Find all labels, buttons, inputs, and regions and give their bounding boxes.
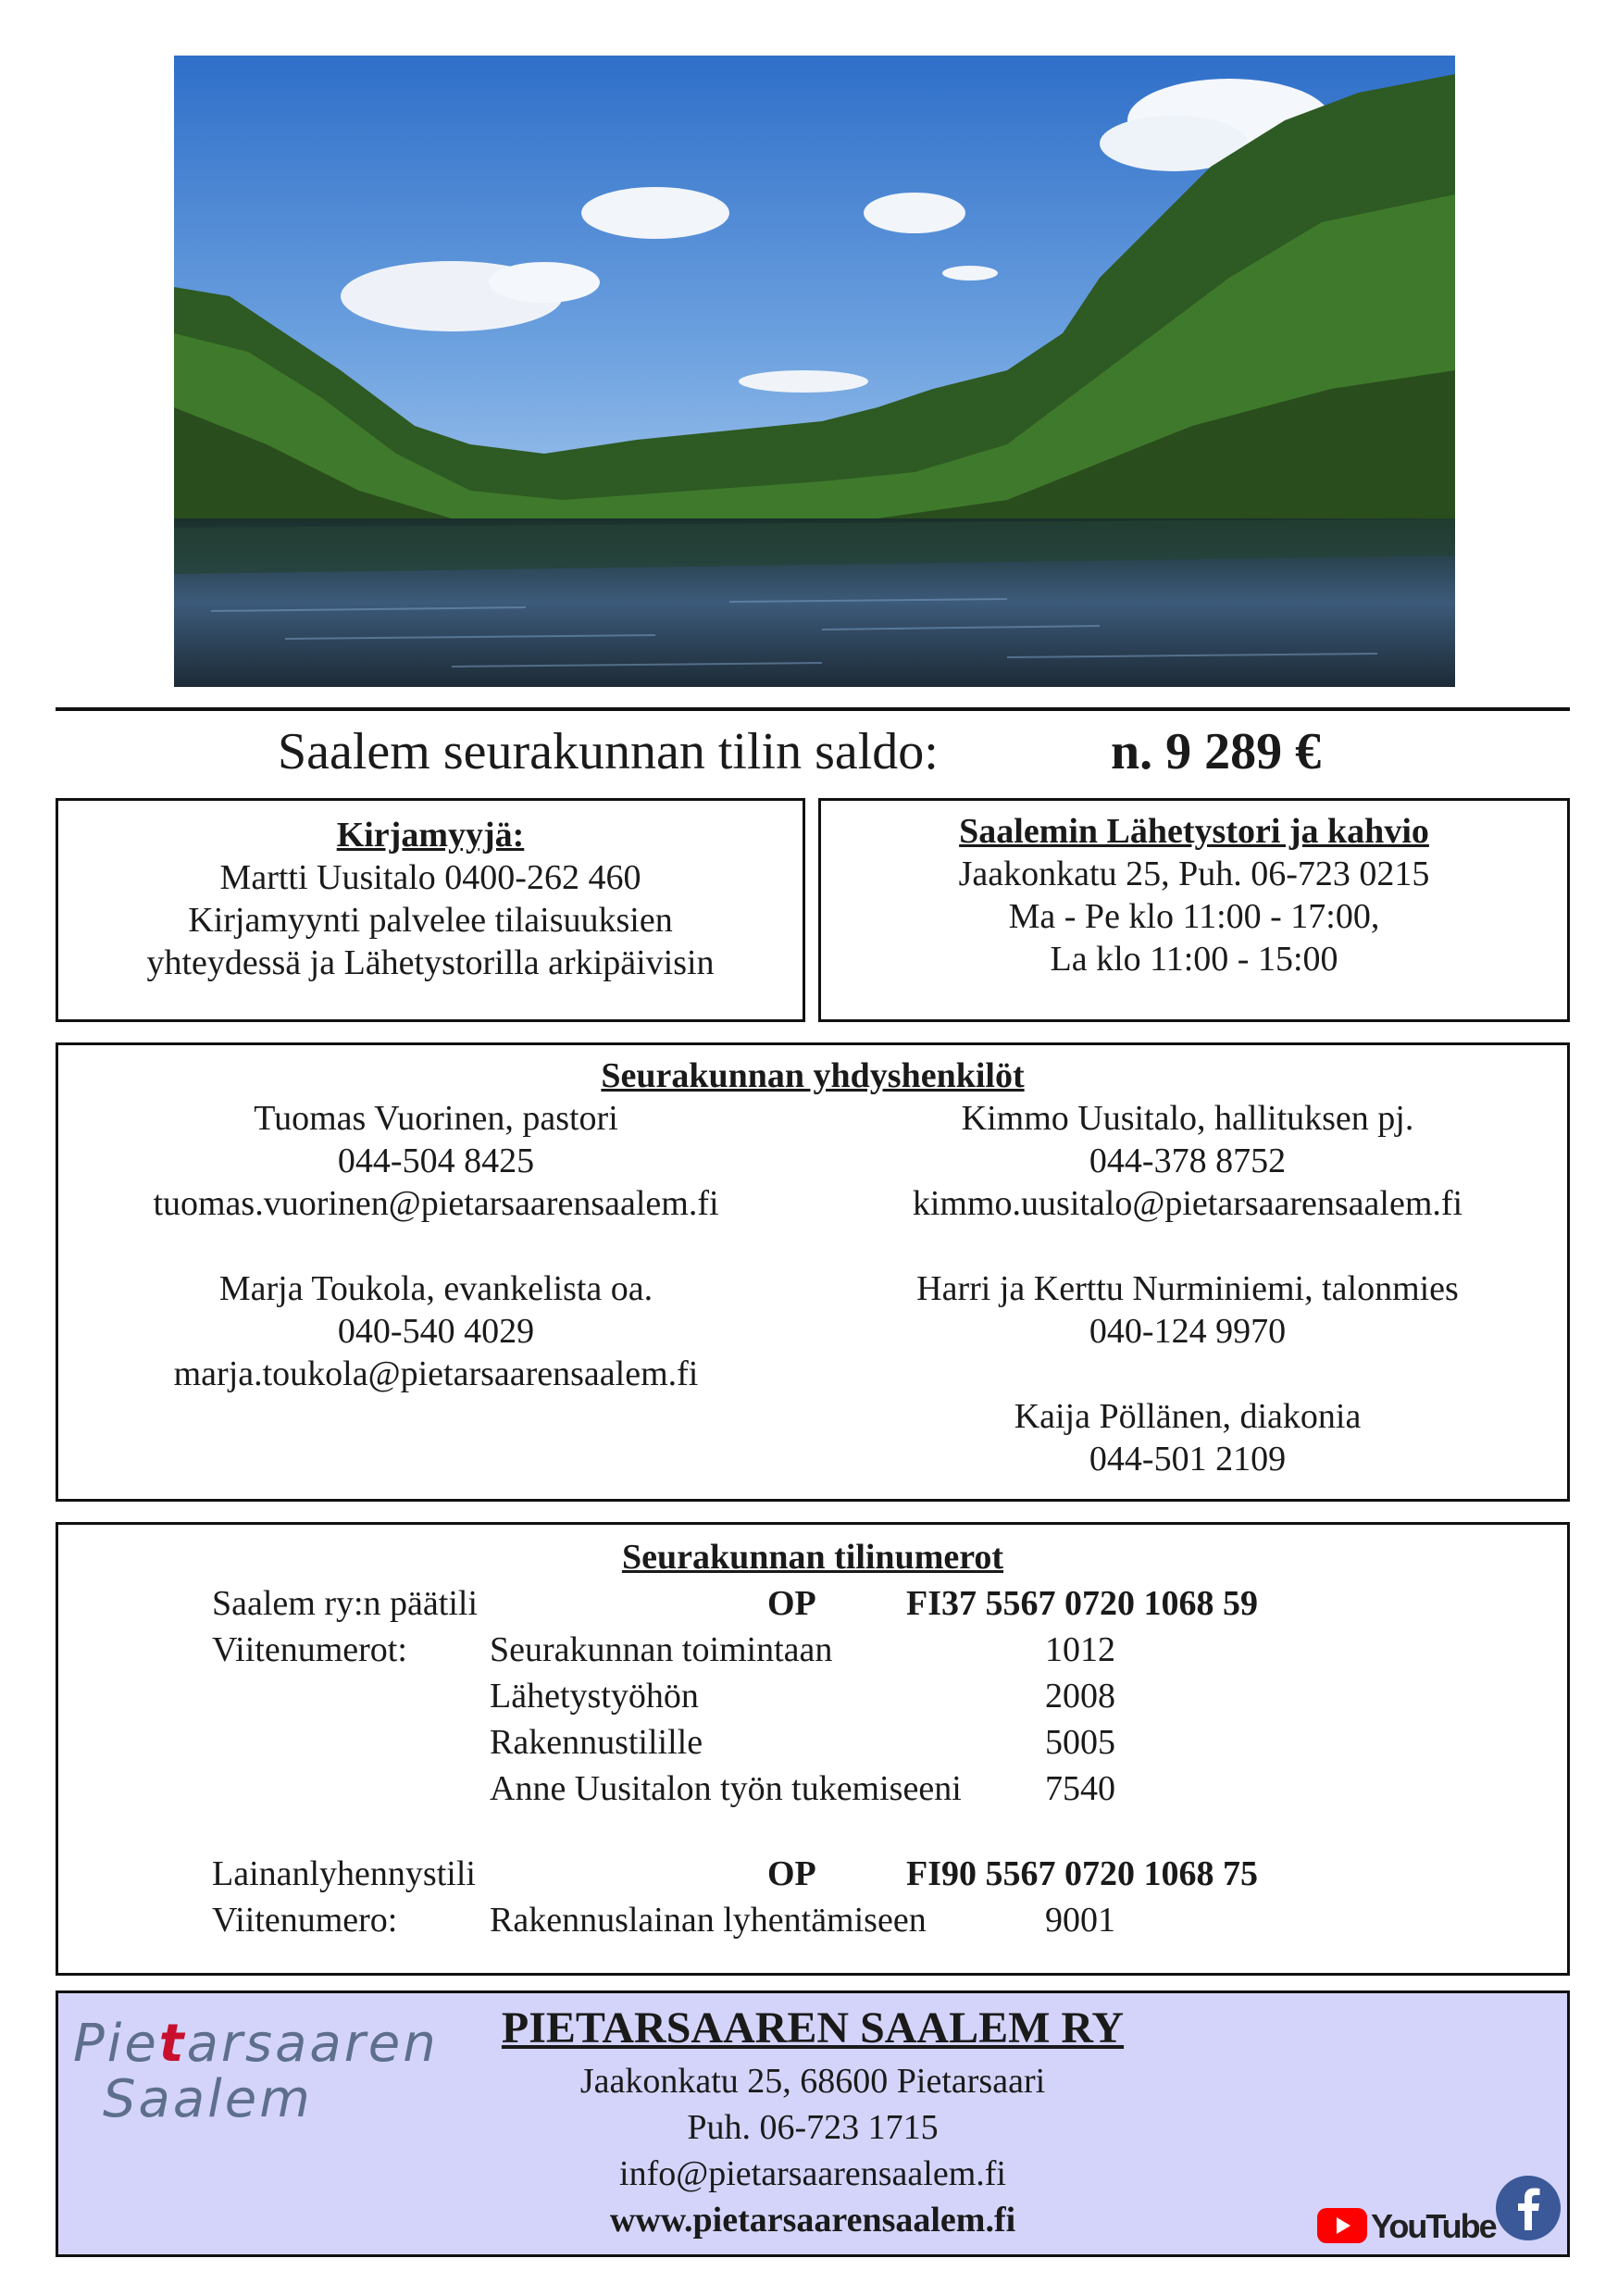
main-account-bank: OP	[767, 1584, 816, 1623]
organization-phone: Puh. 06-723 1715	[687, 2108, 939, 2147]
footer	[56, 1990, 1570, 2257]
reference-purpose: Seurakunnan toimintaan	[490, 1630, 833, 1669]
contacts-left-column	[66, 1097, 806, 1438]
contact-phone: 044-504 8425	[337, 1142, 535, 1180]
reference-number: 5005	[1045, 1723, 1115, 1762]
balance-label: Saalem seurakunnan tilin saldo:	[278, 723, 939, 780]
contact-phone: 044-378 8752	[1089, 1142, 1287, 1180]
contacts-right-column	[817, 1097, 1558, 1523]
loan-reference-purpose: Rakennuslainan lyhentämiseen	[490, 1901, 927, 1940]
contacts-title: Seurakunnan yhdyshenkilöt	[601, 1056, 1025, 1095]
book-sales-box	[56, 798, 805, 1022]
reference-purpose: Rakennustilille	[490, 1723, 703, 1762]
organization-email[interactable]: info@pietarsaarensaalem.fi	[619, 2154, 1006, 2193]
contact-card	[66, 1097, 806, 1225]
lake-landscape-photo	[174, 56, 1455, 687]
contact-name: Kaija Pöllänen, diakonia	[1014, 1397, 1362, 1436]
contact-name: Kimmo Uusitalo, hallituksen pj.	[961, 1099, 1414, 1138]
balance-value: n. 9 289 €	[1111, 723, 1322, 780]
contact-card	[817, 1395, 1558, 1480]
reference-number: 2008	[1045, 1677, 1115, 1716]
mission-shop-line: Ma - Pe klo 11:00 - 17:00,	[1008, 897, 1380, 936]
reference-purpose: Lähetystyöhön	[490, 1677, 699, 1716]
contact-phone: 044-501 2109	[1089, 1440, 1287, 1479]
contacts-box	[56, 1042, 1570, 1502]
contact-card	[66, 1267, 806, 1395]
youtube-icon[interactable]	[1317, 2206, 1496, 2247]
reference-numbers-label: Viitenumerot:	[212, 1630, 407, 1669]
mission-shop-title: Saalemin Lähetystori ja kahvio	[959, 812, 1429, 851]
loan-account-label: Lainanlyhennystili	[212, 1854, 476, 1893]
reference-number: 7540	[1045, 1769, 1115, 1808]
organization-name: PIETARSAAREN SAALEM RY	[501, 2003, 1125, 2053]
contact-email[interactable]: marja.toukola@pietarsaarensaalem.fi	[173, 1354, 699, 1393]
youtube-label: YouTube	[1371, 2207, 1496, 2245]
contact-card	[817, 1097, 1558, 1225]
loan-account-bank: OP	[767, 1854, 816, 1893]
contact-name: Marja Toukola, evankelista oa.	[218, 1269, 653, 1308]
main-account-iban: FI37 5567 0720 1068 59	[906, 1584, 1258, 1623]
accounts-box	[56, 1522, 1570, 1976]
book-sales-title: Kirjamyyjä:	[336, 816, 525, 855]
horizontal-rule	[56, 707, 1570, 711]
book-sales-line: Kirjamyynti palvelee tilaisuuksien	[188, 901, 673, 940]
contact-email[interactable]: tuomas.vuorinen@pietarsaarensaalem.fi	[153, 1184, 719, 1223]
contact-phone: 040-124 9970	[1089, 1312, 1287, 1351]
reference-purpose: Anne Uusitalon työn tukemiseeni	[490, 1769, 962, 1808]
contact-card	[817, 1267, 1558, 1353]
contact-email[interactable]: kimmo.uusitalo@pietarsaarensaalem.fi	[912, 1184, 1463, 1223]
contact-name: Tuomas Vuorinen, pastori	[254, 1099, 618, 1138]
mission-shop-line: La klo 11:00 - 15:00	[1050, 940, 1338, 979]
organization-website[interactable]: www.pietarsaarensaalem.fi	[609, 2201, 1016, 2240]
loan-account-iban: FI90 5567 0720 1068 75	[906, 1854, 1258, 1893]
mission-shop-line: Jaakonkatu 25, Puh. 06-723 0215	[958, 855, 1430, 893]
mission-shop-box	[818, 798, 1570, 1022]
accounts-title: Seurakunnan tilinumerot	[621, 1538, 1004, 1577]
logo-text: Saalem	[103, 2069, 313, 2129]
contact-phone: 040-540 4029	[337, 1312, 535, 1351]
facebook-icon[interactable]	[1495, 2175, 1562, 2241]
main-account-label: Saalem ry:n päätili	[212, 1584, 479, 1623]
logo-text: Pietarsaaren	[73, 2014, 439, 2074]
book-sales-line: Martti Uusitalo 0400-262 460	[219, 858, 641, 897]
loan-reference-label: Viitenumero:	[212, 1901, 398, 1940]
book-sales-line: yhteydessä ja Lähetystorilla arkipäivisin	[146, 943, 715, 982]
contact-name: Harri ja Kerttu Nurminiemi, talonmies	[916, 1269, 1459, 1308]
organization-address: Jaakonkatu 25, 68600 Pietarsaari	[579, 2062, 1046, 2101]
loan-reference-number: 9001	[1045, 1901, 1115, 1940]
reference-number: 1012	[1045, 1630, 1115, 1669]
